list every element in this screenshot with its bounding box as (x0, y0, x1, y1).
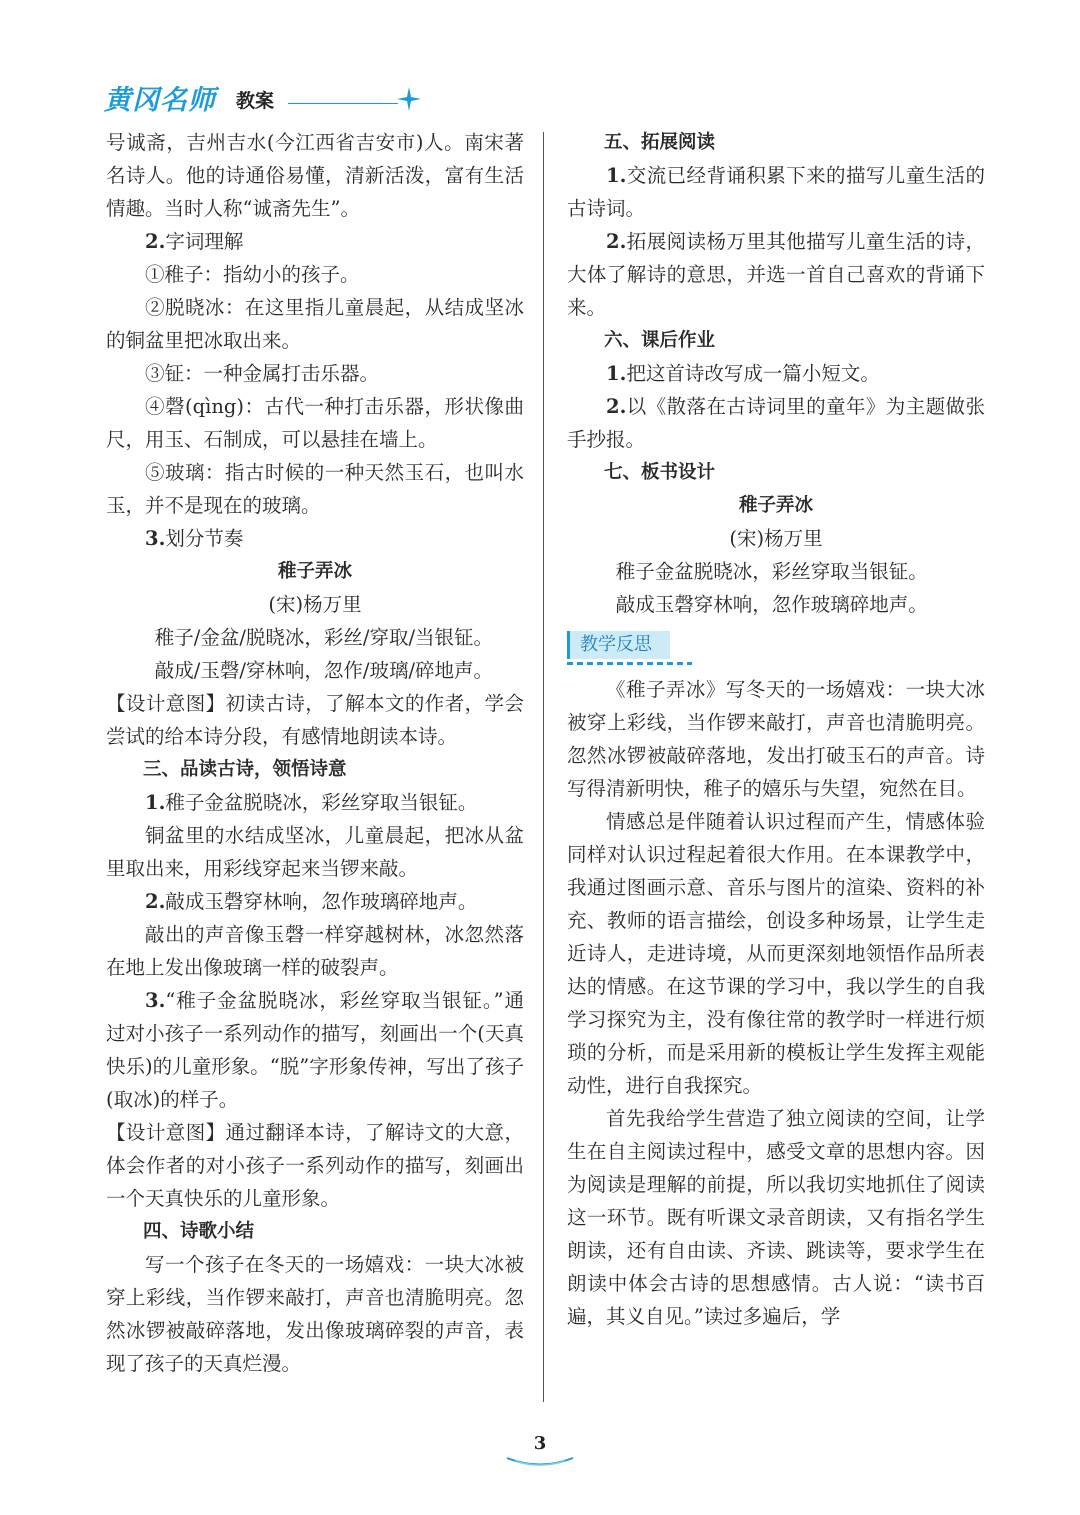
answer: 铜盆里的水结成坚冰，儿童晨起，把冰从盆里取出来，用彩线穿起来当锣来敲。 (106, 824, 524, 880)
list-item: 2.拓展阅读杨万里其他描写儿童生活的诗，大体了解诗的意思，并选一首自己喜欢的背诵下来。 (567, 230, 985, 319)
poem-line: 敲成/玉磬/穿林响，忽作/玻璃/碎地声。 (154, 659, 494, 682)
paragraph: 情感总是伴随着认识过程而产生，情感体验同样对认识过程起着很大作用。在本课教学中，我通过图画示意、音乐与图片的渲染、资料的补充、教师的语言描绘，创设多种场景，让学生走近诗人，走进诗境，从而更深刻地领悟作品所表达的情感。在这节课的学习中，我以学生的自我学习探究为主，没有像往常的教学时一样进行烦琐的分析，而是采用新的模板让学生发挥主观能动性，进行自我探究。 (567, 810, 985, 1097)
tag-stripe (567, 662, 692, 665)
poem-line: 稚子/金盆/脱晓冰，彩丝/穿取/当银钲。 (154, 626, 494, 649)
left-column (106, 126, 524, 1380)
page-header (104, 78, 444, 118)
question: 1.稚子金盆脱晓冰，彩丝穿取当银钲。 (145, 791, 478, 814)
section-heading: 三、品读古诗，领悟诗意 (143, 759, 347, 780)
reflection-tag-label: 教学反思 (567, 631, 670, 659)
vocab-item: ④磬(qìng)：古代一种打击乐器，形状像曲尺，用玉、石制成，可以悬挂在墙上。 (106, 395, 524, 451)
reflection-tag (567, 625, 985, 669)
subsection-heading: 3.划分节奏 (145, 527, 244, 550)
section-heading: 五、拓展阅读 (604, 132, 716, 153)
vocab-item: ⑤玻璃：指古时候的一种天然玉石，也叫水玉，并不是现在的玻璃。 (106, 461, 524, 517)
design-intent: 【设计意图】通过翻译本诗，了解诗文的大意，体会作者的对小孩子一系列动作的描写，刻画出一个天真快乐的儿童形象。 (106, 1121, 524, 1210)
subsection-heading: 2.字词理解 (145, 230, 244, 253)
paragraph: 写一个孩子在冬天的一场嬉戏：一块大冰被穿上彩线，当作锣来敲打，声音也清脆明亮。忽然冰锣被敲碎落地，发出像玻璃碎裂的声音，表现了孩子的天真烂漫。 (106, 1253, 524, 1375)
vocab-item: ①稚子：指幼小的孩子。 (145, 263, 360, 286)
list-item: 1.交流已经背诵积累下来的描写儿童生活的古诗词。 (567, 164, 985, 220)
paragraph: 首先我给学生营造了独立阅读的空间，让学生在自主阅读过程中，感受文章的思想内容。因为阅读是理解的前提，所以我切实地抓住了阅读这一环节。既有听课文录音朗读，又有指名学生朗读，还有自由读、齐读、跳读等，要求学生在朗读中体会古诗的思想感情。古人说：“读书百遍，其义自见。”读过多遍后，学 (567, 1107, 985, 1328)
poem-author: (宋)杨万里 (268, 593, 362, 616)
question: 3.“稚子金盆脱晓冰，彩丝穿取当银钲。”通过对小孩子一系列动作的描写，刻画出一个(天真快乐)的儿童形象。“脱”字形象传神，写出了孩子(取冰)的样子。 (106, 989, 524, 1111)
vocab-item: ②脱晓冰：在这里指儿童晨起，从结成坚冰的铜盆里把冰取出来。 (106, 296, 524, 352)
paragraph: 号诚斋，吉州吉水(今江西省吉安市)人。南宋著名诗人。他的诗通俗易懂，清新活泼，富有生活情趣。当时人称“诚斋先生”。 (106, 131, 524, 220)
column-divider (543, 132, 544, 1402)
section-heading: 六、课后作业 (604, 330, 716, 351)
section-heading: 四、诗歌小结 (143, 1221, 255, 1242)
answer: 敲出的声音像玉磬一样穿越树林，冰忽然落在地上发出像玻璃一样的破裂声。 (106, 923, 524, 979)
board-title: 稚子弄冰 (738, 495, 813, 516)
board-line: 稚子金盆脱晓冰，彩丝穿取当银钲。 (615, 560, 928, 583)
page-number: 3 (533, 1433, 547, 1454)
list-item: 1.把这首诗改写成一篇小短文。 (606, 362, 880, 385)
sparkle-icon (396, 86, 422, 112)
question: 2.敲成玉磬穿林响，忽作玻璃碎地声。 (145, 890, 478, 913)
list-item: 2.以《散落在古诗词里的童年》为主题做张手抄报。 (567, 395, 985, 451)
brand-logo-text: 黄冈名师 (104, 85, 216, 116)
section-heading: 七、板书设计 (604, 462, 716, 483)
page-swoosh-icon (505, 1455, 575, 1469)
vocab-item: ③钲：一种金属打击乐器。 (145, 362, 380, 385)
board-line: 敲成玉磬穿林响，忽作玻璃碎地声。 (615, 593, 928, 616)
header-rule (288, 103, 398, 104)
right-column (567, 126, 985, 1333)
header-subtitle: 教案 (236, 90, 275, 112)
paragraph: 《稚子弄冰》写冬天的一场嬉戏：一块大冰被穿上彩线，当作锣来敲打，声音也清脆明亮。忽然冰锣被敲碎落地，发出打破玉石的声音。诗写得清新明快，稚子的嬉乐与失望，宛然在目。 (567, 678, 985, 800)
poem-title: 稚子弄冰 (277, 561, 352, 582)
design-intent: 【设计意图】初读古诗，了解本文的作者，学会尝试的给本诗分段，有感情地朗读本诗。 (106, 692, 524, 748)
board-author: (宋)杨万里 (729, 527, 823, 550)
